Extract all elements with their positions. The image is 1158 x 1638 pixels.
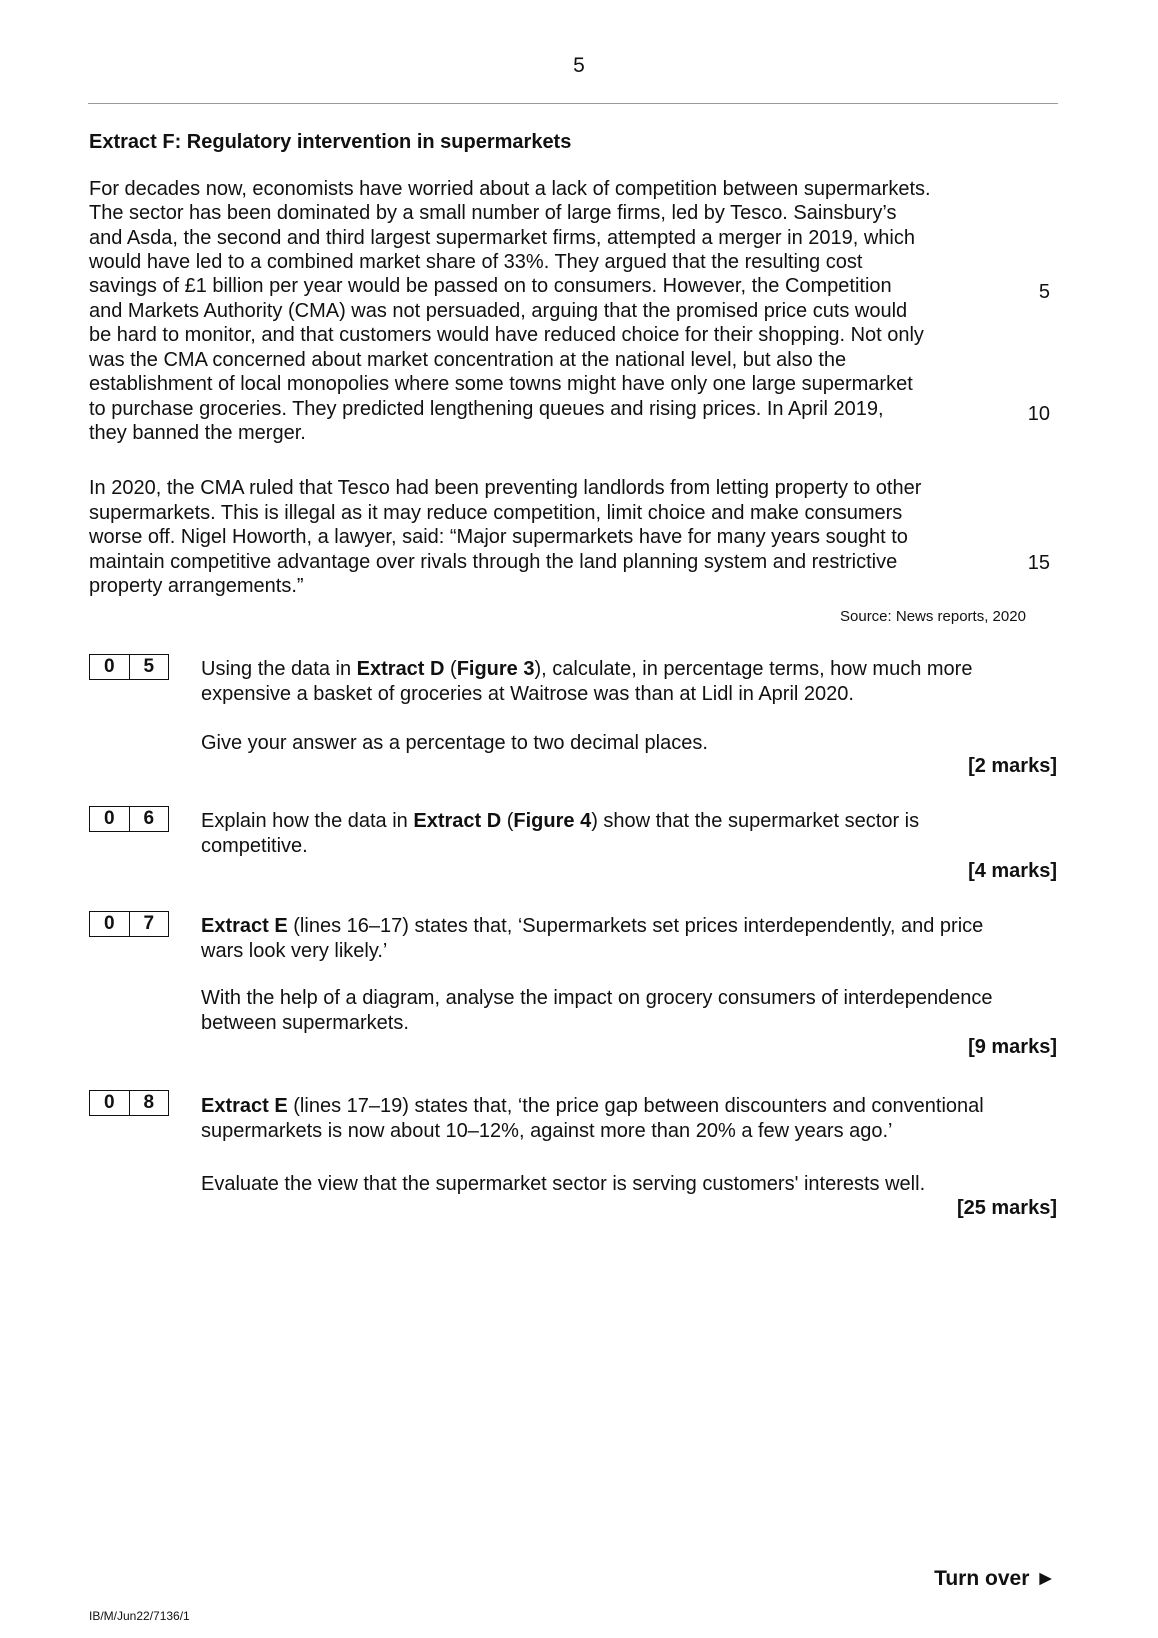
extract-line: In 2020, the CMA ruled that Tesco had been preventing landlords from letting property to other	[89, 477, 922, 499]
question-08-text: supermarkets is now about 10–12%, against more than 20% a few years ago.’	[201, 1120, 893, 1142]
extract-line: savings of £1 billion per year would be passed on to consumers. However, the Competition	[89, 275, 892, 297]
question-number-box	[89, 806, 169, 832]
question-07-text: wars look very likely.’	[201, 940, 388, 962]
extract-line: be hard to monitor, and that customers would have reduced choice for their shopping. Not only	[89, 324, 924, 346]
question-05-instruction: Give your answer as a percentage to two decimal places.	[201, 732, 708, 754]
question-07-instruction: With the help of a diagram, analyse the impact on grocery consumers of interdependence	[201, 987, 993, 1009]
extract-heading: Extract F: Regulatory intervention in supermarkets	[89, 131, 572, 153]
question-digit: 0	[103, 1092, 115, 1113]
line-number-5: 5	[1038, 281, 1050, 303]
question-digit: 7	[129, 912, 169, 936]
question-05-text: expensive a basket of groceries at Waitrose was than at Lidl in April 2020.	[201, 683, 854, 705]
turn-over-label: Turn over ►	[934, 1567, 1056, 1590]
question-number-box	[89, 1090, 169, 1116]
question-digit: 8	[129, 1091, 169, 1115]
extract-line: property arrangements.”	[89, 575, 304, 597]
question-number-box	[89, 654, 169, 680]
extract-line: The sector has been dominated by a small number of large firms, led by Tesco. Sainsbury’s	[89, 202, 897, 224]
marks-label: [25 marks]	[956, 1197, 1057, 1219]
extract-line: worse off. Nigel Howorth, a lawyer, said: “Major supermarkets have for many years sought to	[89, 526, 908, 548]
extract-line: establishment of local monopolies where some towns might have only one large supermarket	[89, 373, 913, 395]
question-digit: 0	[103, 656, 115, 677]
marks-label: [2 marks]	[968, 755, 1057, 777]
marks-label: [4 marks]	[968, 860, 1057, 882]
question-07-text: Extract E (lines 16–17) states that, ‘Supermarkets set prices interdependently, and price	[201, 915, 984, 937]
question-digit: 0	[103, 913, 115, 934]
question-07-instruction: between supermarkets.	[201, 1012, 409, 1034]
page-number: 5	[573, 54, 585, 77]
extract-line: and Markets Authority (CMA) was not persuaded, arguing that the promised price cuts would	[89, 300, 908, 322]
extract-line: maintain competitive advantage over rivals through the land planning system and restrictive	[89, 551, 898, 573]
marks-label: [9 marks]	[968, 1036, 1057, 1058]
question-digit: 6	[129, 807, 169, 831]
extract-line: For decades now, economists have worried about a lack of competition between supermarkets.	[89, 178, 931, 200]
question-06-text: competitive.	[201, 835, 308, 857]
question-digit: 0	[103, 808, 115, 829]
extract-line: they banned the merger.	[89, 422, 306, 444]
footer-code: IB/M/Jun22/7136/1	[89, 1609, 190, 1623]
source-citation: Source: News reports, 2020	[840, 608, 1026, 625]
line-number-15: 15	[1027, 552, 1050, 574]
extract-line: to purchase groceries. They predicted lengthening queues and rising prices. In April 2019,	[89, 398, 884, 420]
question-number-box	[89, 911, 169, 937]
extract-line: and Asda, the second and third largest supermarket firms, attempted a merger in 2019, which	[89, 227, 915, 249]
extract-line: would have led to a combined market share of 33%. They argued that the resulting cost	[89, 251, 863, 273]
line-number-10: 10	[1027, 403, 1050, 425]
question-06-text: Explain how the data in Extract D (Figure 4) show that the supermarket sector is	[201, 810, 920, 832]
extract-line: supermarkets. This is illegal as it may reduce competition, limit choice and make consumers	[89, 502, 903, 524]
question-08-text: Extract E (lines 17–19) states that, ‘the price gap between discounters and conventional	[201, 1095, 984, 1117]
header-rule	[88, 103, 1058, 104]
extract-line: was the CMA concerned about market concentration at the national level, but also the	[89, 349, 847, 371]
question-digit: 5	[129, 655, 169, 679]
question-05-text: Using the data in Extract D (Figure 3), calculate, in percentage terms, how much more	[201, 658, 973, 680]
question-08-instruction: Evaluate the view that the supermarket sector is serving customers' interests well.	[201, 1173, 926, 1195]
